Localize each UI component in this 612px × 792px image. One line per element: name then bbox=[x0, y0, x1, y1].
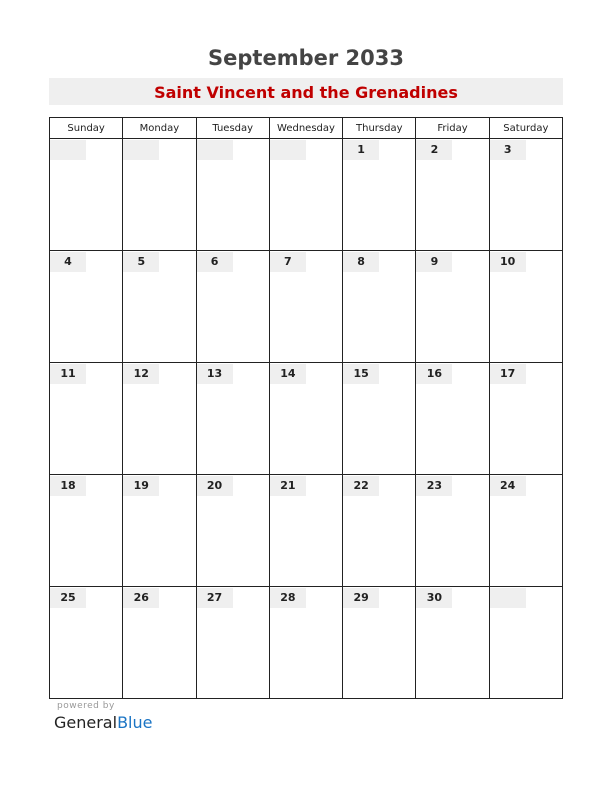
day-cell bbox=[196, 363, 269, 475]
day-cell bbox=[416, 587, 489, 699]
day-cell bbox=[196, 475, 269, 587]
day-cell bbox=[489, 363, 562, 475]
day-cell bbox=[343, 139, 416, 251]
day-number bbox=[123, 140, 159, 160]
day-cell bbox=[343, 251, 416, 363]
day-number: 21 bbox=[270, 476, 306, 496]
weekday-header: Friday bbox=[416, 118, 489, 139]
day-number: 7 bbox=[270, 252, 306, 272]
day-number: 19 bbox=[123, 476, 159, 496]
day-number: 17 bbox=[490, 364, 526, 384]
day-cell bbox=[50, 363, 123, 475]
powered-by-label: powered by bbox=[57, 701, 115, 711]
day-cell bbox=[343, 363, 416, 475]
day-cell bbox=[489, 139, 562, 251]
subtitle-bar bbox=[49, 78, 563, 105]
calendar-title: September 2033 bbox=[208, 46, 404, 70]
day-number: 14 bbox=[270, 364, 306, 384]
day-number: 16 bbox=[416, 364, 452, 384]
day-number bbox=[197, 140, 233, 160]
week-row bbox=[50, 587, 563, 699]
day-number bbox=[50, 140, 86, 160]
day-cell bbox=[416, 251, 489, 363]
weekday-header-row bbox=[50, 118, 563, 139]
day-number: 22 bbox=[343, 476, 379, 496]
day-number: 28 bbox=[270, 588, 306, 608]
day-number: 24 bbox=[490, 476, 526, 496]
weekday-header: Sunday bbox=[50, 118, 123, 139]
day-number: 10 bbox=[490, 252, 526, 272]
calendar-grid bbox=[49, 117, 563, 699]
day-cell bbox=[50, 587, 123, 699]
day-number bbox=[270, 140, 306, 160]
day-number bbox=[490, 588, 526, 608]
day-cell bbox=[416, 363, 489, 475]
day-number: 2 bbox=[416, 140, 452, 160]
weekday-header: Monday bbox=[123, 118, 196, 139]
day-cell bbox=[343, 475, 416, 587]
day-cell bbox=[196, 139, 269, 251]
day-cell bbox=[123, 139, 196, 251]
day-number: 29 bbox=[343, 588, 379, 608]
weekday-header: Thursday bbox=[343, 118, 416, 139]
day-cell bbox=[123, 363, 196, 475]
day-number: 1 bbox=[343, 140, 379, 160]
day-number: 8 bbox=[343, 252, 379, 272]
day-number: 13 bbox=[197, 364, 233, 384]
day-cell bbox=[343, 587, 416, 699]
day-number: 20 bbox=[197, 476, 233, 496]
day-number: 30 bbox=[416, 588, 452, 608]
brand-name-blue: Blue bbox=[117, 713, 153, 732]
day-cell bbox=[50, 251, 123, 363]
day-number: 11 bbox=[50, 364, 86, 384]
day-cell bbox=[196, 587, 269, 699]
day-number: 15 bbox=[343, 364, 379, 384]
day-cell bbox=[489, 475, 562, 587]
day-cell bbox=[416, 475, 489, 587]
day-cell bbox=[489, 251, 562, 363]
day-number: 18 bbox=[50, 476, 86, 496]
day-cell bbox=[50, 475, 123, 587]
day-cell bbox=[196, 251, 269, 363]
weekday-header: Tuesday bbox=[196, 118, 269, 139]
day-cell bbox=[489, 587, 562, 699]
day-number: 27 bbox=[197, 588, 233, 608]
day-cell bbox=[416, 139, 489, 251]
country-name: Saint Vincent and the Grenadines bbox=[154, 83, 458, 102]
day-cell bbox=[269, 363, 342, 475]
week-row bbox=[50, 475, 563, 587]
day-cell bbox=[50, 139, 123, 251]
week-row bbox=[50, 251, 563, 363]
brand-name-general: General bbox=[54, 713, 118, 732]
day-number: 23 bbox=[416, 476, 452, 496]
day-cell bbox=[269, 251, 342, 363]
day-number: 9 bbox=[416, 252, 452, 272]
day-cell bbox=[123, 251, 196, 363]
day-number: 6 bbox=[197, 252, 233, 272]
day-number: 12 bbox=[123, 364, 159, 384]
weekday-header: Wednesday bbox=[269, 118, 342, 139]
day-number: 3 bbox=[490, 140, 526, 160]
day-number: 5 bbox=[123, 252, 159, 272]
week-row bbox=[50, 139, 563, 251]
day-number: 4 bbox=[50, 252, 86, 272]
day-cell bbox=[269, 475, 342, 587]
day-number: 25 bbox=[50, 588, 86, 608]
day-cell bbox=[269, 587, 342, 699]
day-cell bbox=[123, 475, 196, 587]
day-cell bbox=[123, 587, 196, 699]
week-row bbox=[50, 363, 563, 475]
weekday-header: Saturday bbox=[489, 118, 562, 139]
brand-logo bbox=[54, 713, 152, 732]
day-cell bbox=[269, 139, 342, 251]
day-number: 26 bbox=[123, 588, 159, 608]
